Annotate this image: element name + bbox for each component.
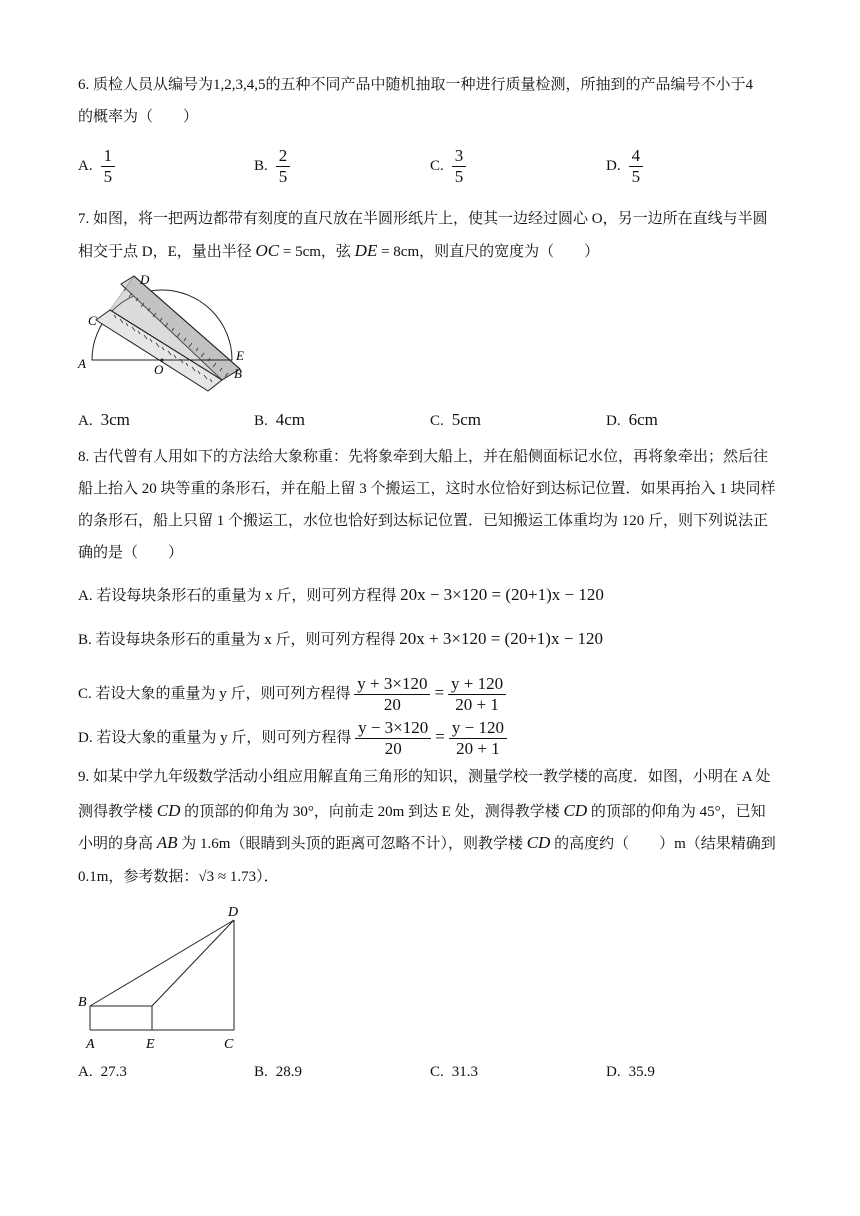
- q8-option-a: A. 若设每块条形石的重量为 x 斤，则可列方程得 20x − 3×120 = (20+1)x − 120: [78, 585, 604, 604]
- q9-label-c: C: [224, 1037, 234, 1052]
- q9-stem-line1: 9. 如某中学九年级数学活动小组应用解直角三角形的知识，测量学校一教学楼的高度．如图，小明在 A 处: [78, 769, 771, 785]
- q6-option-c-fraction: $\frac{3}{5}$: [452, 146, 467, 187]
- q9-label-d: D: [228, 905, 239, 920]
- q9-option-a: A. 27.3: [78, 1064, 127, 1081]
- q7-label-c: C: [88, 313, 97, 328]
- q8-stem-line4: 确的是（ ）: [78, 545, 184, 561]
- q7-stem-line1: 7. 如图，将一把两边都带有刻度的直尺放在半圆形纸片上，使其一边经过圆心 O，另一边所在直线与半圆: [78, 211, 768, 227]
- q9-stem-line4: 0.1m，参考数据：√3 ≈ 1.73）．: [78, 869, 279, 885]
- q6-option-d-fraction: $\frac{4}{5}$: [629, 146, 644, 187]
- q6-option-a: A. $\frac{1}{5}$: [78, 146, 115, 187]
- q7-option-c: C. 5cm: [430, 410, 482, 430]
- q6-stem-line2: 的概率为（ ）: [78, 109, 199, 125]
- q8-stem-line2: 船上抬入 20 块等重的条形石，并在船上留 3 个搬运工，这时水位恰好到达标记位置．如果再抬入 1 块同样: [78, 481, 776, 497]
- q8-stem-line1: 8. 古代曾有人用如下的方法给大象称重：先将象牵到大船上，并在船侧面标记水位，再将象牵出；然后往: [78, 449, 769, 465]
- q7-label-b: B: [234, 366, 242, 381]
- q6-option-a-fraction: $\frac{1}{5}$: [101, 146, 116, 187]
- q7-option-b: B. 4cm: [254, 410, 306, 430]
- q7-label-e: E: [236, 348, 244, 363]
- ruler: [96, 276, 240, 391]
- q6-option-c: C. $\frac{3}{5}$: [430, 146, 466, 187]
- q9-label-a: A: [86, 1037, 95, 1052]
- q8-stem-line3: 的条形石，船上只留 1 个搬运工，水位也恰好到达标记位置．已知搬运工体重均为 120 斤，则下列说法正: [78, 513, 769, 529]
- q9-stem-line3: 小明的身高 AB 为 1.6m（眼睛到头顶的距离可忽略不计），则教学楼 CD 的高度约（ ）m（结果精确到: [78, 833, 776, 852]
- q9-label-e: E: [146, 1037, 155, 1052]
- q6-option-b-fraction: $\frac{2}{5}$: [276, 146, 291, 187]
- q9-option-b: B. 28.9: [254, 1064, 303, 1081]
- q9-stem-line2: 测得教学楼 CD 的顶部的仰角为 30°，向前走 20m 到达 E 处，测得教学楼 CD 的顶部的仰角为 45°，已知: [78, 801, 766, 820]
- q7-label-d: D: [140, 272, 150, 287]
- q9-option-c: C. 31.3: [430, 1064, 479, 1081]
- q8-option-d: D. 若设大象的重量为 y 斤，则可列方程得 $\frac{y - 3\times 120}{20}$ = $\frac{y - 120}{20 + 1}$: [78, 718, 507, 759]
- q7-option-d: D. 6cm: [606, 410, 658, 430]
- q6-option-d: D. $\frac{4}{5}$: [606, 146, 643, 187]
- q7-option-a: A. 3cm: [78, 410, 130, 430]
- q7-label-o: O: [154, 362, 164, 377]
- q9-option-d: D. 35.9: [606, 1064, 655, 1081]
- q8-option-b: B. 若设每块条形石的重量为 x 斤，则可列方程得 20x + 3×120 = (20+1)x − 120: [78, 629, 604, 648]
- q9-label-b: B: [78, 995, 87, 1010]
- q7-label-a: A: [78, 356, 86, 371]
- q8-option-c: C. 若设大象的重量为 y 斤，则可列方程得 $\frac{y + 3\times 120}{20}$ = $\frac{y + 120}{20 + 1}$: [78, 674, 506, 715]
- q7-semicircle-ruler-figure: [74, 270, 254, 396]
- q7-stem-line2: 相交于点 D，E，量出半径 OC = 5cm，弦 DE = 8cm，则直尺的宽度为（ ）: [78, 241, 600, 260]
- q9-building-figure: [74, 898, 254, 1056]
- q6-option-b: B. $\frac{2}{5}$: [254, 146, 290, 187]
- q6-stem-line1: 6. 质检人员从编号为1,2,3,4,5的五种不同产品中随机抽取一种进行质量检测，所抽到的产品编号不小于4: [78, 77, 754, 93]
